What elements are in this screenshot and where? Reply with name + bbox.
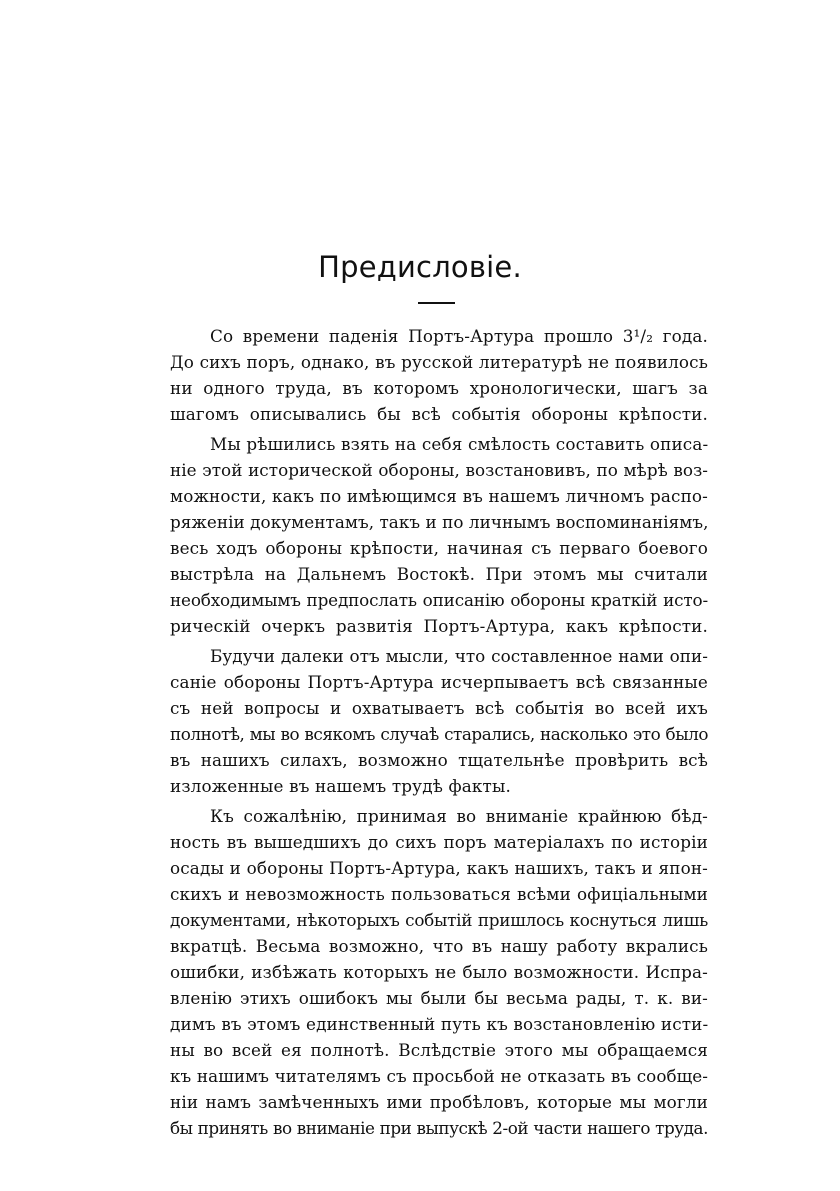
text-line: шагомъ описывались бы всѣ событія обороны крѣпости. — [170, 404, 708, 424]
paragraph — [170, 431, 708, 639]
text-line: димъ въ этомъ единственный путь къ возстановленію исти- — [170, 1014, 709, 1034]
text-line: документами, нѣкоторыхъ событій пришлось коснуться лишь — [170, 910, 708, 930]
text-line: рическій очеркъ развитія Портъ-Артура, какъ крѣпости. — [170, 616, 708, 636]
text-line: ность въ вышедшихъ до сихъ поръ матеріалахъ по исторіи — [170, 832, 708, 852]
text-line: Къ сожалѣнію, принимая во вниманіе крайнюю бѣд- — [210, 806, 708, 826]
text-line: ніе этой исторической обороны, возстановивъ, по мѣрѣ воз- — [170, 460, 708, 480]
text-line: вленію этихъ ошибокъ мы были бы весьма рады, т. к. ви- — [170, 988, 708, 1008]
text-line: саніе обороны Портъ-Артура исчерпываетъ всѣ связанные — [170, 672, 708, 692]
text-line: ніи намъ замѣченныхъ ими пробѣловъ, которые мы могли — [170, 1092, 708, 1112]
page-title: Предисловіе. — [318, 250, 522, 284]
title-divider — [418, 302, 455, 304]
paragraph — [170, 323, 708, 427]
text-line: въ нашихъ силахъ, возможно тщательнѣе провѣрить всѣ — [170, 750, 708, 770]
text-line: До сихъ поръ, однако, въ русской литературѣ не появилось — [170, 352, 708, 372]
text-line: изложенные въ нашемъ трудѣ факты. — [170, 776, 511, 796]
text-line: Будучи далеки отъ мысли, что составленное нами опи- — [210, 646, 708, 666]
text-line: ошибки, избѣжать которыхъ не было возможности. Испра- — [170, 962, 708, 982]
text-line: полнотѣ, мы во всякомъ случаѣ старались, насколько это было — [170, 724, 708, 744]
paragraph — [170, 803, 708, 1141]
text-line: скихъ и невозможность пользоваться всѣми офиціальными — [170, 884, 708, 904]
text-line: бы принять во вниманіе при выпускѣ 2-ой части нашего труда. — [170, 1118, 708, 1138]
text-line: выстрѣла на Дальнемъ Востокѣ. При этомъ мы считали — [170, 564, 708, 584]
text-line: осады и обороны Портъ-Артура, какъ нашихъ, такъ и япон- — [170, 858, 708, 878]
text-line: Мы рѣшились взять на себя смѣлость составить описа- — [210, 434, 709, 454]
text-line: необходимымъ предпослать описанію обороны краткій исто- — [170, 590, 708, 610]
paragraph — [170, 643, 708, 799]
preface-body — [170, 323, 708, 1145]
text-line: ны во всей ея полнотѣ. Вслѣдствіе этого мы обращаемся — [170, 1040, 708, 1060]
text-line: съ ней вопросы и охватываетъ всѣ событія во всей ихъ — [170, 698, 708, 718]
text-line: вкратцѣ. Весьма возможно, что въ нашу работу вкрались — [170, 936, 708, 956]
text-line: весь ходъ обороны крѣпости, начиная съ перваго боевого — [170, 538, 708, 558]
text-line: ряженіи документамъ, такъ и по личнымъ воспоминаніямъ, — [170, 512, 709, 532]
text-line: можности, какъ по имѣющимся въ нашемъ личномъ распо- — [170, 486, 708, 506]
text-line: къ нашимъ читателямъ съ просьбой не отказать въ сообще- — [170, 1066, 708, 1086]
text-line: Со времени паденія Портъ-Артура прошло 3¹/₂ года. — [210, 326, 708, 346]
text-line: ни одного труда, въ которомъ хронологически, шагъ за — [170, 378, 708, 398]
